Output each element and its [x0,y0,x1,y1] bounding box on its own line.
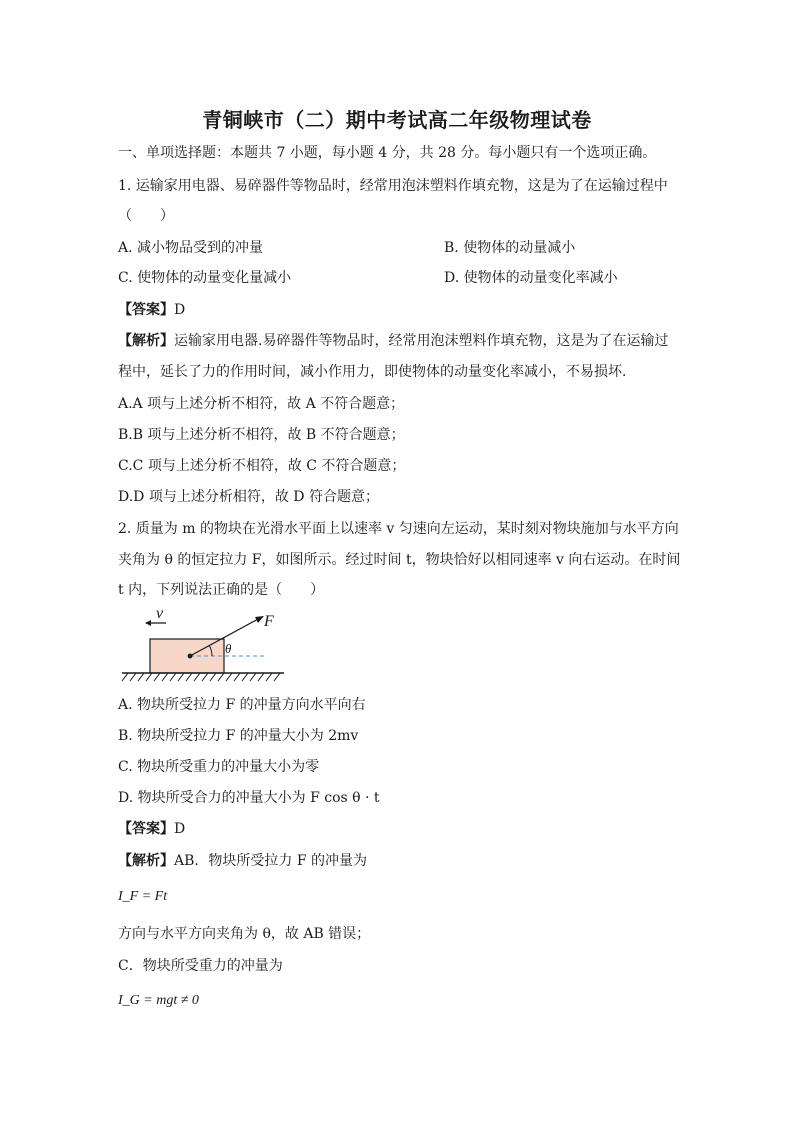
answer-value: D [174,821,186,837]
q1-analysis-item-b: B.B 项与上述分析不相符，故 B 不符合题意； [118,427,405,443]
q2-stem-line2: 夹角为 θ 的恒定拉力 F，如图所示。经过时间 t，物块恰好以相同速率 v 向右运动。在时间 [118,552,681,568]
q2-option-a: A. 物块所受拉力 F 的冲量方向水平向右 [118,697,366,713]
force-label: F [264,613,274,630]
q2-option-c: C. 物块所受重力的冲量大小为零 [118,759,320,775]
q2-answer [118,819,185,839]
q1-option-c: C. 使物体的动量变化量减小 [118,270,292,286]
q1-analysis-line1 [118,331,668,351]
q1-option-a: A. 减小物品受到的冲量 [118,240,264,256]
q1-analysis-item-c: C.C 项与上述分析不相符，故 C 不符合题意； [118,458,406,474]
q2-option-d: D. 物块所受合力的冲量大小为 F cos θ · t [118,790,380,806]
q2-analysis-line3: C．物块所受重力的冲量为 [118,958,283,974]
q2-analysis-line1 [118,851,367,871]
q1-analysis-line2: 程中，延长了力的作用时间，减小作用力，即使物体的动量变化率减小，不易损坏． [118,364,636,380]
answer-label: 【答案】 [118,302,174,318]
formula-impulse-f: I_F = Ft [118,889,168,904]
theta-label: θ [225,641,232,656]
q1-option-d: D. 使物体的动量变化率减小 [444,270,618,286]
q1-answer [118,300,185,320]
analysis-label: 【解析】 [118,853,174,869]
answer-label: 【答案】 [118,821,174,837]
section-header: 一、单项选择题：本题共 7 小题，每小题 4 分，共 28 分。每小题只有一个选项正确。 [118,145,657,161]
q1-stem-line1: 1. 运输家用电器、易碎器件等物品时，经常用泡沫塑料作填充物，这是为了在运输过程中 [118,178,668,194]
force-diagram [118,604,298,686]
q2-option-b: B. 物块所受拉力 F 的冲量大小为 2mv [118,728,359,744]
analysis-text: AB．物块所受拉力 F 的冲量为 [174,853,368,869]
velocity-label: v [156,605,164,622]
q1-analysis-item-d: D.D 项与上述分析相符，故 D 符合题意； [118,489,379,505]
answer-value: D [174,302,186,318]
q2-analysis-line2: 方向与水平方向夹角为 θ，故 AB 错误； [118,926,371,942]
page-title: 青铜峡市（二）期中考试高二年级物理试卷 [202,108,592,132]
q2-stem-line1: 2. 质量为 m 的物块在光滑水平面上以速率 v 匀速向左运动，某时刻对物块施加与水平方向 [118,521,679,537]
ground [122,673,284,681]
q1-analysis-item-a: A.A 项与上述分析不相符，故 A 不符合题意； [118,396,405,412]
q1-option-b: B. 使物体的动量减小 [444,240,576,256]
formula-impulse-g: I_G = mgt ≠ 0 [118,993,199,1008]
q1-stem-line2: （ ） [118,208,174,224]
analysis-text: 运输家用电器.易碎器件等物品时，经常用泡沫塑料作填充物，这是为了在运输过 [174,333,669,349]
q2-stem-line3: t 内，下列说法正确的是（ ） [118,582,325,598]
application-point [188,654,193,659]
analysis-label: 【解析】 [118,333,174,349]
